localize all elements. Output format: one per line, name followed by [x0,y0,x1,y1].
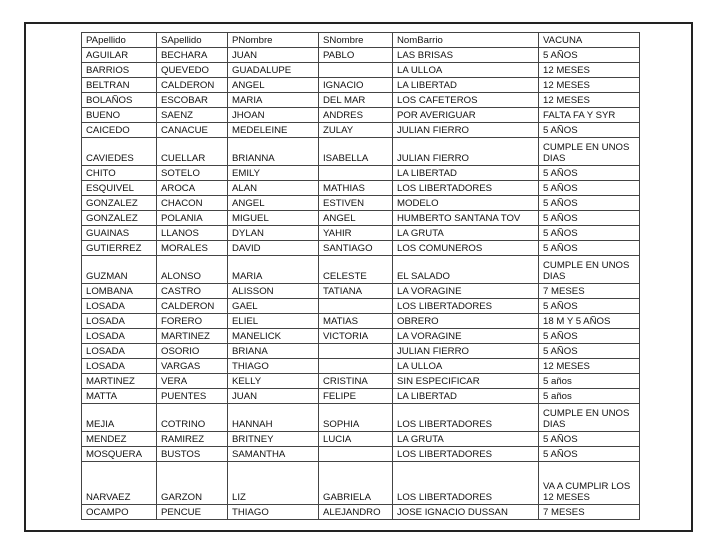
table-row [82,78,640,93]
cell-pnombre: ALAN [228,181,319,196]
cell-papellido: NARVAEZ [82,462,157,505]
cell-papellido: MATTA [82,389,157,404]
cell-sapellido: SOTELO [157,166,228,181]
cell-pnombre: MEDELEINE [228,123,319,138]
cell-pnombre: JUAN [228,389,319,404]
cell-snombre: TATIANA [319,284,393,299]
cell-sapellido: LLANOS [157,226,228,241]
cell-papellido: ESQUIVEL [82,181,157,196]
cell-vacuna: 12 MESES [539,63,640,78]
cell-papellido: GUTIERREZ [82,241,157,256]
cell-nombarrio: JOSE IGNACIO DUSSAN [393,505,539,520]
table-row [82,241,640,256]
cell-nombarrio: HUMBERTO SANTANA TOV [393,211,539,226]
cell-papellido: LOMBANA [82,284,157,299]
cell-papellido: LOSADA [82,299,157,314]
table-row [82,63,640,78]
cell-sapellido: CALDERON [157,299,228,314]
cell-vacuna: 5 AÑOS [539,432,640,447]
cell-pnombre: DYLAN [228,226,319,241]
cell-pnombre: ALISSON [228,284,319,299]
cell-sapellido: CASTRO [157,284,228,299]
table-row [82,329,640,344]
cell-snombre: ALEJANDRO [319,505,393,520]
cell-vacuna: 7 MESES [539,505,640,520]
cell-snombre: DEL MAR [319,93,393,108]
cell-vacuna: CUMPLE EN UNOS DIAS [539,404,640,432]
cell-vacuna: 18 M Y 5 AÑOS [539,314,640,329]
cell-snombre: YAHIR [319,226,393,241]
cell-vacuna: 5 AÑOS [539,344,640,359]
cell-sapellido: PENCUE [157,505,228,520]
cell-pnombre: ANGEL [228,196,319,211]
header-row [82,33,640,48]
cell-papellido: LOSADA [82,314,157,329]
table-row [82,181,640,196]
cell-papellido: GONZALEZ [82,211,157,226]
cell-sapellido: QUEVEDO [157,63,228,78]
vaccination-table [81,32,640,520]
cell-papellido: CHITO [82,166,157,181]
table-row [82,299,640,314]
cell-snombre: SANTIAGO [319,241,393,256]
table-row [82,211,640,226]
cell-snombre: CRISTINA [319,374,393,389]
cell-papellido: LOSADA [82,329,157,344]
cell-nombarrio: LOS LIBERTADORES [393,447,539,462]
cell-sapellido: VERA [157,374,228,389]
cell-papellido: AGUILAR [82,48,157,63]
cell-sapellido: MARTINEZ [157,329,228,344]
cell-vacuna: 5 AÑOS [539,181,640,196]
cell-papellido: MENDEZ [82,432,157,447]
cell-vacuna: 5 AÑOS [539,48,640,63]
cell-sapellido: AROCA [157,181,228,196]
cell-vacuna: 5 AÑOS [539,241,640,256]
header-papellido: PApellido [82,33,157,48]
cell-sapellido: BECHARA [157,48,228,63]
cell-snombre: ESTIVEN [319,196,393,211]
cell-snombre [319,359,393,374]
table-row [82,314,640,329]
cell-vacuna: 5 AÑOS [539,196,640,211]
cell-nombarrio: LA ULLOA [393,359,539,374]
cell-vacuna: 12 MESES [539,359,640,374]
cell-snombre: IGNACIO [319,78,393,93]
table-row [82,93,640,108]
cell-nombarrio: LA LIBERTAD [393,78,539,93]
cell-pnombre: ELIEL [228,314,319,329]
cell-pnombre: MARIA [228,93,319,108]
cell-nombarrio: OBRERO [393,314,539,329]
cell-sapellido: ALONSO [157,256,228,284]
cell-vacuna: 5 AÑOS [539,123,640,138]
cell-pnombre: GAEL [228,299,319,314]
cell-papellido: BARRIOS [82,63,157,78]
header-vacuna: VACUNA [539,33,640,48]
cell-snombre: FELIPE [319,389,393,404]
cell-vacuna: 5 AÑOS [539,329,640,344]
cell-papellido: BOLAÑOS [82,93,157,108]
cell-pnombre: EMILY [228,166,319,181]
cell-nombarrio: LA VORAGINE [393,329,539,344]
cell-pnombre: MANELICK [228,329,319,344]
cell-vacuna: CUMPLE EN UNOS DIAS [539,138,640,166]
table-row [82,256,640,284]
cell-sapellido: POLANIA [157,211,228,226]
cell-sapellido: FORERO [157,314,228,329]
table-row [82,505,640,520]
cell-sapellido: BUSTOS [157,447,228,462]
cell-papellido: BUENO [82,108,157,123]
cell-nombarrio: EL SALADO [393,256,539,284]
cell-vacuna: VA A CUMPLIR LOS 12 MESES [539,462,640,505]
cell-snombre: ISABELLA [319,138,393,166]
table-row [82,284,640,299]
table-row [82,226,640,241]
cell-nombarrio: LOS LIBERTADORES [393,404,539,432]
cell-papellido: GONZALEZ [82,196,157,211]
cell-sapellido: RAMIREZ [157,432,228,447]
table-row [82,344,640,359]
cell-papellido: CAVIEDES [82,138,157,166]
cell-sapellido: CUELLAR [157,138,228,166]
cell-pnombre: BRIANNA [228,138,319,166]
table-row [82,359,640,374]
cell-snombre [319,447,393,462]
cell-pnombre: KELLY [228,374,319,389]
cell-snombre: ANDRES [319,108,393,123]
cell-sapellido: CALDERON [157,78,228,93]
cell-snombre [319,166,393,181]
cell-nombarrio: LA LIBERTAD [393,389,539,404]
cell-vacuna: FALTA FA Y SYR [539,108,640,123]
cell-pnombre: THIAGO [228,359,319,374]
cell-sapellido: MORALES [157,241,228,256]
cell-vacuna: 12 MESES [539,93,640,108]
cell-papellido: LOSADA [82,344,157,359]
cell-nombarrio: LA GRUTA [393,226,539,241]
cell-papellido: MARTINEZ [82,374,157,389]
cell-pnombre: ANGEL [228,78,319,93]
cell-nombarrio: SIN ESPECIFICAR [393,374,539,389]
cell-pnombre: BRIANA [228,344,319,359]
cell-pnombre: LIZ [228,462,319,505]
cell-nombarrio: POR AVERIGUAR [393,108,539,123]
table-row [82,447,640,462]
cell-papellido: MEJIA [82,404,157,432]
cell-sapellido: COTRINO [157,404,228,432]
cell-pnombre: HANNAH [228,404,319,432]
table-body [82,48,640,520]
cell-vacuna: 5 AÑOS [539,447,640,462]
cell-nombarrio: LOS COMUNEROS [393,241,539,256]
table-row [82,48,640,63]
cell-snombre: MATIAS [319,314,393,329]
cell-sapellido: CANACUE [157,123,228,138]
cell-pnombre: SAMANTHA [228,447,319,462]
cell-vacuna: 5 años [539,389,640,404]
cell-sapellido: PUENTES [157,389,228,404]
header-snombre: SNombre [319,33,393,48]
cell-pnombre: DAVID [228,241,319,256]
cell-papellido: LOSADA [82,359,157,374]
cell-vacuna: 5 AÑOS [539,166,640,181]
cell-vacuna: 5 AÑOS [539,299,640,314]
cell-vacuna: 12 MESES [539,78,640,93]
cell-papellido: MOSQUERA [82,447,157,462]
cell-snombre: SOPHIA [319,404,393,432]
cell-nombarrio: LA VORAGINE [393,284,539,299]
cell-nombarrio: LOS CAFETEROS [393,93,539,108]
cell-snombre: VICTORIA [319,329,393,344]
cell-nombarrio: LA GRUTA [393,432,539,447]
cell-nombarrio: LOS LIBERTADORES [393,181,539,196]
cell-nombarrio: LA ULLOA [393,63,539,78]
cell-nombarrio: MODELO [393,196,539,211]
cell-sapellido: OSORIO [157,344,228,359]
table-row [82,462,640,505]
cell-sapellido: ESCOBAR [157,93,228,108]
cell-snombre: ZULAY [319,123,393,138]
cell-papellido: OCAMPO [82,505,157,520]
cell-nombarrio: LAS BRISAS [393,48,539,63]
cell-pnombre: JHOAN [228,108,319,123]
cell-vacuna: 5 años [539,374,640,389]
table-row [82,108,640,123]
cell-papellido: GUZMAN [82,256,157,284]
cell-snombre [319,63,393,78]
header-sapellido: SApellido [157,33,228,48]
cell-papellido: CAICEDO [82,123,157,138]
table-row [82,404,640,432]
cell-snombre: MATHIAS [319,181,393,196]
table-row [82,374,640,389]
cell-snombre: GABRIELA [319,462,393,505]
cell-pnombre: MIGUEL [228,211,319,226]
cell-snombre: PABLO [319,48,393,63]
cell-snombre: ANGEL [319,211,393,226]
cell-pnombre: GUADALUPE [228,63,319,78]
table-row [82,389,640,404]
table-row [82,432,640,447]
cell-papellido: BELTRAN [82,78,157,93]
cell-nombarrio: LOS LIBERTADORES [393,299,539,314]
cell-pnombre: JUAN [228,48,319,63]
cell-papellido: GUAINAS [82,226,157,241]
cell-sapellido: VARGAS [157,359,228,374]
cell-vacuna: 5 AÑOS [539,211,640,226]
cell-nombarrio: LA LIBERTAD [393,166,539,181]
cell-snombre: CELESTE [319,256,393,284]
cell-sapellido: SAENZ [157,108,228,123]
cell-nombarrio: JULIAN FIERRO [393,344,539,359]
header-nombarrio: NomBarrio [393,33,539,48]
table-row [82,166,640,181]
table-row [82,196,640,211]
cell-vacuna: CUMPLE EN UNOS DIAS [539,256,640,284]
cell-snombre: LUCIA [319,432,393,447]
header-pnombre: PNombre [228,33,319,48]
cell-pnombre: THIAGO [228,505,319,520]
cell-nombarrio: JULIAN FIERRO [393,138,539,166]
cell-snombre [319,299,393,314]
cell-snombre [319,344,393,359]
cell-sapellido: GARZON [157,462,228,505]
cell-vacuna: 5 AÑOS [539,226,640,241]
cell-nombarrio: LOS LIBERTADORES [393,462,539,505]
table-row [82,138,640,166]
table-row [82,123,640,138]
cell-pnombre: BRITNEY [228,432,319,447]
cell-vacuna: 7 MESES [539,284,640,299]
cell-pnombre: MARIA [228,256,319,284]
cell-nombarrio: JULIAN FIERRO [393,123,539,138]
cell-sapellido: CHACON [157,196,228,211]
